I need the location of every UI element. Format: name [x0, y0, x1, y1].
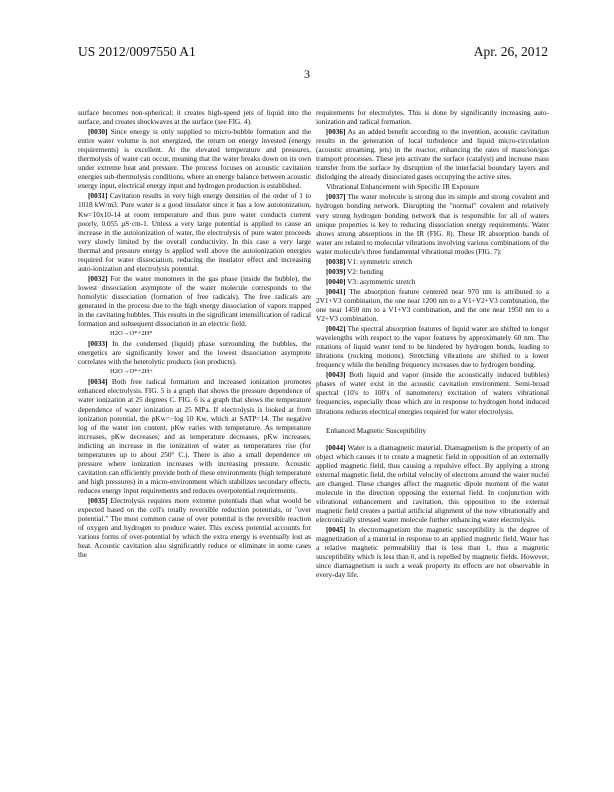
paragraph-number: [0041] [326, 286, 346, 296]
paragraph-text: Both liquid and vapor (inside the acoustically induced bubbles) phases of water exist in the acoustic cavitation environment. Semi-broad spectral (10's to 100's of nanometers) excitation of waters vibrational frequencies, especially those which are in response to hydrogen bond induced librations reduces electrical energies required for water electrolysis. [316, 370, 549, 416]
paragraph-number: [0043] [326, 370, 346, 380]
publication-date: Apr. 26, 2012 [473, 44, 548, 59]
paragraph-text: The absorption feature centered near 970 nm is attributed to a 2V1+V3 combination, the one near 1200 nm to a V1+V2+V3 combination, the one near 1450 nm to a V1+V3 combination, and the one near 1950 nm to a V2+V3 combination. [316, 286, 549, 324]
paragraph-text: Water is a diamagnetic material. Diamagnetism is the property of an object which causes it to create a magnetic field in opposition of an externally applied magnetic field, thus causing a repulsive effect. By applying a strong external magnetic field, the orbital velocity of electrons around the water nuclei are changed. These changes affect the magnetic dipole moment of the water molecule in the direction opposing the external field. In conjunction with vibrational enhancement and cavitation, this opposition to the external magnetic field creates a partial artificial alignment of the now vibrationally and electronically stressed water molecule further enhancing water electrolysis. [316, 442, 549, 524]
section-heading: Enhanced Magnetic Susceptibility [326, 425, 427, 435]
paragraph-text: Both free radical formation and increased ionization promotes enhanced electrolysis. FIG. 5 is a graph that shows the pressure dependence of water ionization at 25 degrees C. FIG. 6 is a graph that shows the temperature dependence of water ionization at 25 MPa. If electrolysis is looked at from ionization potential, the pKw=−log 10 Kw, which at SATP=14. The negative log of the water ion content, pKw varies with temperature. As temperature increases, pKw decreases; and as temperature decreases, pKw increases, indicting an increase in the ionization of water as temperatures rise (for temperatures up to about 250° C.). There is also a small dependence on pressure where ionization increases with increasing pressure. Acoustic cavitation can efficiently provide both of these environments (high temperature and high pressures) in a micro-environment which stabilizes secondary effects, reduces energy input requirements and reduces overpotential requirements. [78, 377, 312, 495]
mode-text: V3: asymmetric stretch [345, 276, 416, 286]
paragraph-number: [0036] [326, 127, 346, 137]
paragraph-text: The spectral absorption features of liquid water are shifted to longer wavelengths with respect to the vapor features by approximately 60 nm. The rotations of liquid water tend to be hindered by hydrogen bonds, leading to librations (rocking motions). Stretching vibrations are shifted to a lower frequency while the bending frequency increases due to hydrogen bonding. [316, 324, 549, 370]
left-column [78, 108, 311, 560]
vibrational-mode-item [316, 267, 549, 276]
right-column [316, 108, 549, 580]
publication-number: US 2012/0097550 A1 [78, 44, 196, 59]
paragraph-number: [0031] [88, 191, 108, 201]
page-header [78, 44, 548, 64]
paragraph-number: [0032] [88, 273, 108, 283]
vibrational-mode-item [316, 257, 549, 266]
paragraph-number: [0044] [326, 442, 346, 452]
paragraph-text: Electrolysis requires more extreme potentials than what would be expected based on the cell's totally reversible reduction potentials, or "over potential." The most common cause of over potential is the reversible reaction of oxygen and hydrogen to produce water. This excess potential accounts for various forms of over-potential by which the extra energy is eventually lost as heat. Acoustic cavitation also significantly reduce or eliminate in some cases the [78, 495, 311, 560]
paragraph-number: [0037] [326, 192, 346, 202]
paragraph-text: In electromagnetism the magnetic susceptibility is the degree of magnetization of a material in response to an applied magnetic field. Water has a relative magnetic permeability that is less than 1, thus a magnetic susceptibility which is less than 0, and is repelled by magnetic fields. However, since diamagnetism is such a weak property its effects are not observable in every-day life. [316, 525, 549, 580]
paragraph-number: [0039] [326, 266, 346, 276]
paragraph [316, 370, 549, 415]
paragraph-text: requirements for electrolytes. This is done by significantly increasing auto-ionization and radical formation. [316, 108, 549, 127]
section-heading: Vibrational Enhancement with Specific IR Exposure [326, 182, 480, 192]
paragraph [78, 496, 311, 559]
paragraph [316, 192, 549, 255]
paragraph-text: For the water monomers in the gas phase (inside the bubble), the lowest dissociation asymptote of the water molecule corresponds to the homolytic dissociation (formation of free radicals). The free radicals are generated in the process due to the high energy dissociation of vapors trapped in the cavitating bubbles. This results in the significant intensification of radical formation and subsequent dissociation in an electric field. [78, 273, 311, 329]
page-number: 3 [304, 67, 310, 81]
paragraph-text: As an added benefit according to the invention, acoustic cavitation results in the generation of local turbulence and liquid micro-circulation (acoustic streaming, jets) in the reactor, enhancing the rates of mass/ion/gas transport processes. These jets activate the surface (catalyst) and increase mass transfer from the surface by disruption of the interfacial boundary layers and dislodging the already dissociated gases occupying the active sites. [316, 127, 549, 182]
paragraph-number: [0045] [326, 525, 346, 535]
paragraph-text: In the condensed (liquid) phase surrounding the bubbles, the energetics are significantly lower and the lowest dissociation asymptote correlates with the heterolytic products (ion products). [78, 339, 311, 367]
paragraph [316, 443, 549, 524]
paragraph-number: [0033] [88, 339, 108, 349]
paragraph [78, 377, 311, 495]
paragraph-number: [0030] [88, 127, 108, 137]
chemical-equation: H2O→O*+2H+ [110, 368, 153, 376]
paragraph [316, 324, 549, 369]
paragraph-text: Cavitation results in very high energy densities of the order of 1 to 1018 kW/m3. Pure water is a good insulator since it has a low autoionization, Kw=10x10-14 at room temperature and thus pure water conducts current poorly, 0.055 µS·cm-1. Unless a very large potential is applied to cause an increase in the autoionization of water, the electrolysis of pure water proceeds very slowly limited by the overall conductivity. In this case a very large thermal and pressure energy is applied well above the autoionization energies required for water dissociation, reducing the insulator effect and increasing auto-ionization and electrolysis potential. [78, 191, 311, 273]
mode-text: V1: symmetric stretch [345, 256, 413, 266]
paragraph [316, 108, 549, 126]
paragraph [316, 525, 549, 579]
paragraph-text: surface becomes non-spherical; it creates high-speed jets of liquid into the surface, and creates shockwaves at the surface (see FIG. 4). [78, 108, 311, 127]
paragraph [316, 127, 549, 181]
paragraph [78, 108, 311, 126]
paragraph-number: [0040] [326, 276, 346, 286]
paragraph [316, 287, 549, 323]
paragraph-number: [0038] [326, 256, 346, 266]
vibrational-mode-item [316, 277, 549, 286]
paragraph-number: [0034] [88, 377, 108, 387]
mode-text: V2: bending [345, 266, 384, 276]
paragraph-number: [0042] [326, 324, 346, 334]
paragraph-text: The water molecule is strong due its simple and strong covalent and hydrogen bonding network. Disrupting the "normal" covalent and relatively very strong hydrogen bonding network that is responsible for all of waters unique properties is key to reducing dissociation energy requirements. Water shows strong absorptions in the IR (FIG. 8). These IR absorption bands of water are related to molecular vibrations involving various combinations of the water molecule's three fundamental vibrational modes (FIG. 7): [316, 192, 549, 256]
paragraph-number: [0035] [88, 495, 108, 505]
paragraph-text: Since energy is only supplied to micro-bubble formation and the entire water volume is not energized, the return on energy invested (energy requirements) is excellent. At the elevated temperature and pressures, thermolysis of water can occur, meaning that the water breaks down on its own under extreme heat and pressure. The process focuses on acoustic cavitation energies sub-thermolysis conditions, where an energy balance between acoustic energy input, electrical energy input and hydrogen production is established. [78, 127, 311, 191]
paragraph [78, 191, 311, 272]
chemical-equation: H2O→O*+2H* [110, 330, 153, 338]
paragraph [78, 274, 311, 328]
paragraph [78, 127, 311, 190]
paragraph [78, 339, 311, 366]
